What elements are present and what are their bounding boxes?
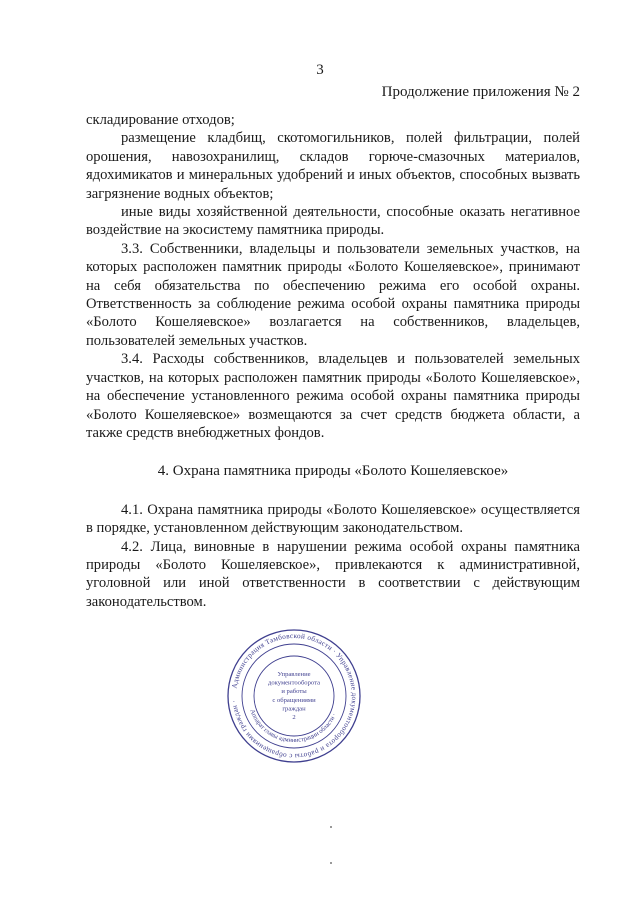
paragraph-4-1-protection: 4.1. Охрана памятника природы «Болото Кошеляевское» осуществляется в порядке, установленном действующим законодательством. — [86, 501, 580, 537]
page-number: 3 — [316, 62, 324, 78]
seal-center-line: и работы — [281, 688, 307, 696]
seal-center-text — [268, 671, 320, 721]
appendix-continuation-note: Продолжение приложения № 2 — [381, 84, 580, 100]
paragraph-3-3-owners-obligations: 3.3. Собственники, владельцы и пользователи земельных участков, на которых расположен памятник природы «Болото Кошеляевское», принимают на себя обязательства по обеспечению режима его особой охраны. Ответственность за соблюдение режима особой охраны памятника природы «Болото Кошеляевское» возлагается на собственников, владельцев, пользователей земельных участков. — [86, 240, 580, 349]
scan-speck — [330, 862, 332, 864]
seal-center-line: документооборота — [267, 679, 321, 687]
seal-center-line: 2 — [292, 714, 296, 721]
document-body — [86, 111, 580, 611]
seal-graphic — [226, 628, 362, 764]
paragraph-waste-storage: складирование отходов; — [86, 112, 235, 128]
section-4-heading: 4. Охрана памятника природы «Болото Кошеляевское» — [157, 463, 509, 480]
seal-center-line: граждан — [282, 705, 306, 713]
seal-inner-ring-text: Аппарат главы администрации области · — [248, 708, 339, 745]
official-seal-stamp — [226, 628, 362, 764]
scan-speck — [330, 826, 332, 828]
paragraph-4-2-liability: 4.2. Лица, виновные в нарушении режима особой охраны памятника природы «Болото Кошеляевское», привлекаются к административной, уголовной или иной ответственности в соответствии с действующим законодательством. — [86, 538, 580, 610]
paragraph-other-activities: иные виды хозяйственной деятельности, способные оказать негативное воздействие на экосистему памятника природы. — [86, 204, 580, 239]
seal-outer-ring-text: Администрация Тамбовской области · Управление документооборота и работы с обращениями граждан · — [230, 631, 359, 761]
seal-center-line: с обращениями — [272, 696, 316, 704]
paragraph-3-4-expenses: 3.4. Расходы собственников, владельцев и пользователей земельных участков, на которых расположен памятник природы «Болото Кошеляевское», на обеспечение установленного режима особой охраны памятника природы «Болото Кошеляевское» возмещаются за счет средств бюджета области, а также средств внебюджетных фондов. — [86, 351, 580, 441]
seal-center-line: Управление — [277, 671, 311, 678]
paragraph-prohibited-placements: размещение кладбищ, скотомогильников, полей фильтрации, полей орошения, навозохранилищ, складов горюче-смазочных материалов, ядохимикатов и минеральных удобрений и иных объектов, способных вызвать загрязнение водных объектов; — [86, 130, 580, 202]
